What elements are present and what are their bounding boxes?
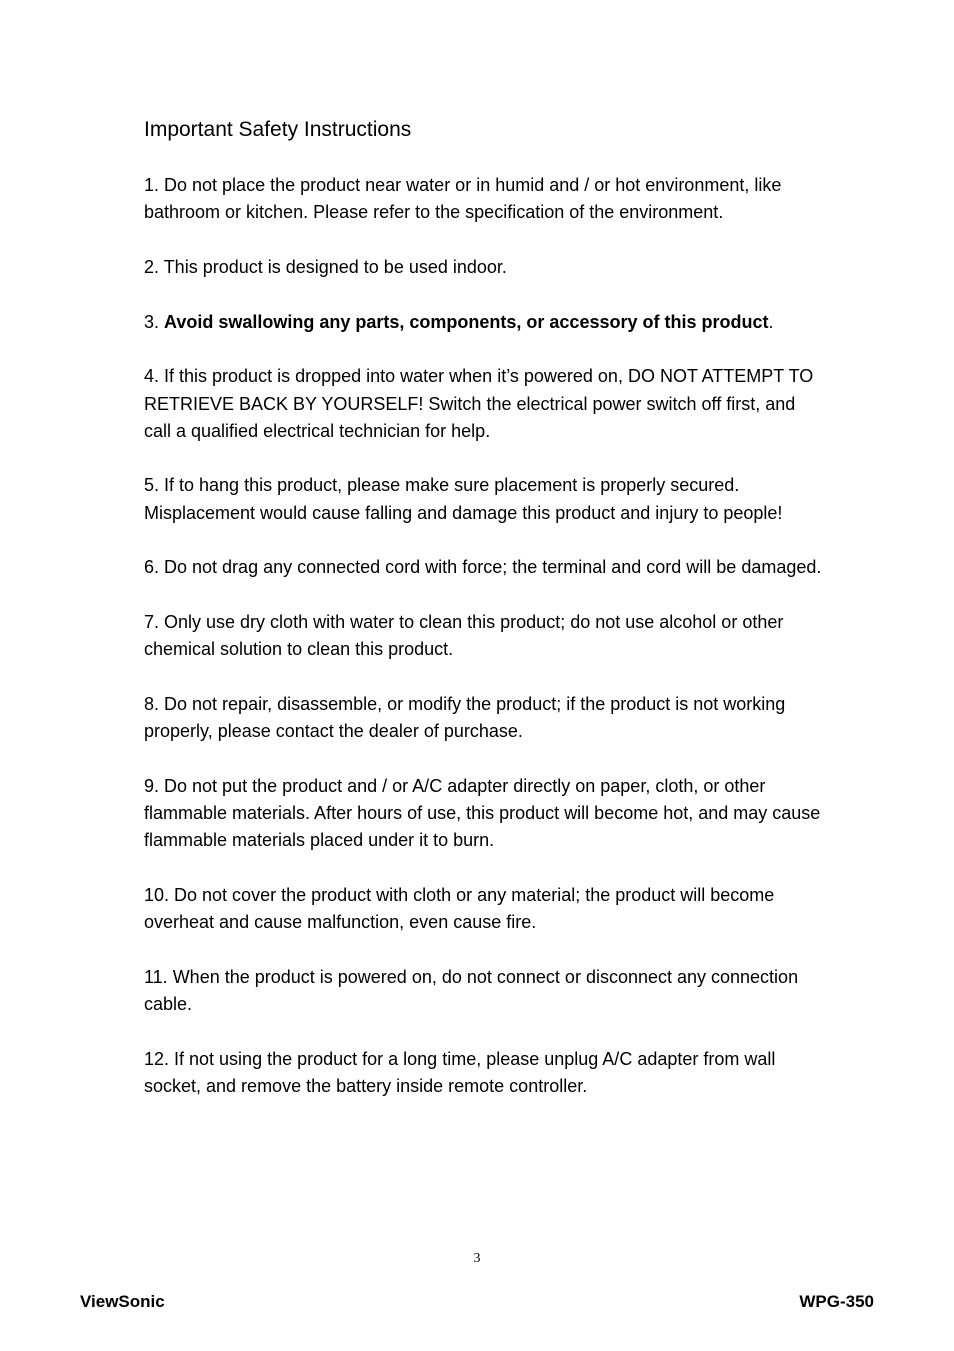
instruction-item-3-bold-text: Avoid swallowing any parts, components, or accessory of this product: [164, 311, 769, 332]
instruction-item-11: 11. When the product is powered on, do not connect or disconnect any connection cable.: [144, 966, 799, 1015]
document-body: [144, 114, 824, 1128]
instruction-item-7: 7. Only use dry cloth with water to clean this product; do not use alcohol or other chemical solution to clean this product.: [144, 612, 784, 660]
instruction-item-9: 9. Do not put the product and / or A/C adapter directly on paper, cloth, or other flammable materials. After hours of use, this product will become hot, and may cause flammable materials placed under it to burn.: [144, 775, 821, 851]
instruction-item-1: 1. Do not place the product near water or in humid and / or hot environment, like bathroom or kitchen. Please refer to the specification of the environment.: [144, 175, 782, 223]
instruction-item-3-prefix: 3.: [144, 311, 165, 332]
instruction-item-5: 5. If to hang this product, please make sure placement is properly secured. Misplacement would cause falling and damage this product and injury to people!: [144, 475, 783, 523]
instruction-item-2: 2. This product is designed to be used indoor.: [144, 256, 507, 277]
footer-model: WPG-350: [799, 1292, 874, 1311]
page-title: Important Safety Instructions: [144, 118, 412, 141]
instruction-item-3: [144, 309, 824, 336]
instruction-item-12: 12. If not using the product for a long time, please unplug A/C adapter from wall socket, and remove the battery inside remote controller.: [144, 1048, 776, 1096]
footer-brand: ViewSonic: [80, 1292, 165, 1311]
page-number: 3: [473, 1251, 481, 1266]
instruction-item-3-suffix: .: [768, 311, 774, 332]
instruction-item-6: 6. Do not drag any connected cord with force; the terminal and cord will be damaged.: [144, 557, 822, 578]
instruction-item-8: 8. Do not repair, disassemble, or modify the product; if the product is not working properly, please contact the dealer of purchase.: [144, 693, 786, 742]
instruction-item-4: 4. If this product is dropped into water when it’s powered on, DO NOT ATTEMPT TO RETRIEVE BACK BY YOURSELF! Switch the electrical power switch off first, and call a qualified electrical technician for help.: [144, 366, 814, 441]
instruction-item-10: 10. Do not cover the product with cloth or any material; the product will become overheat and cause malfunction, even cause fire.: [144, 884, 775, 933]
